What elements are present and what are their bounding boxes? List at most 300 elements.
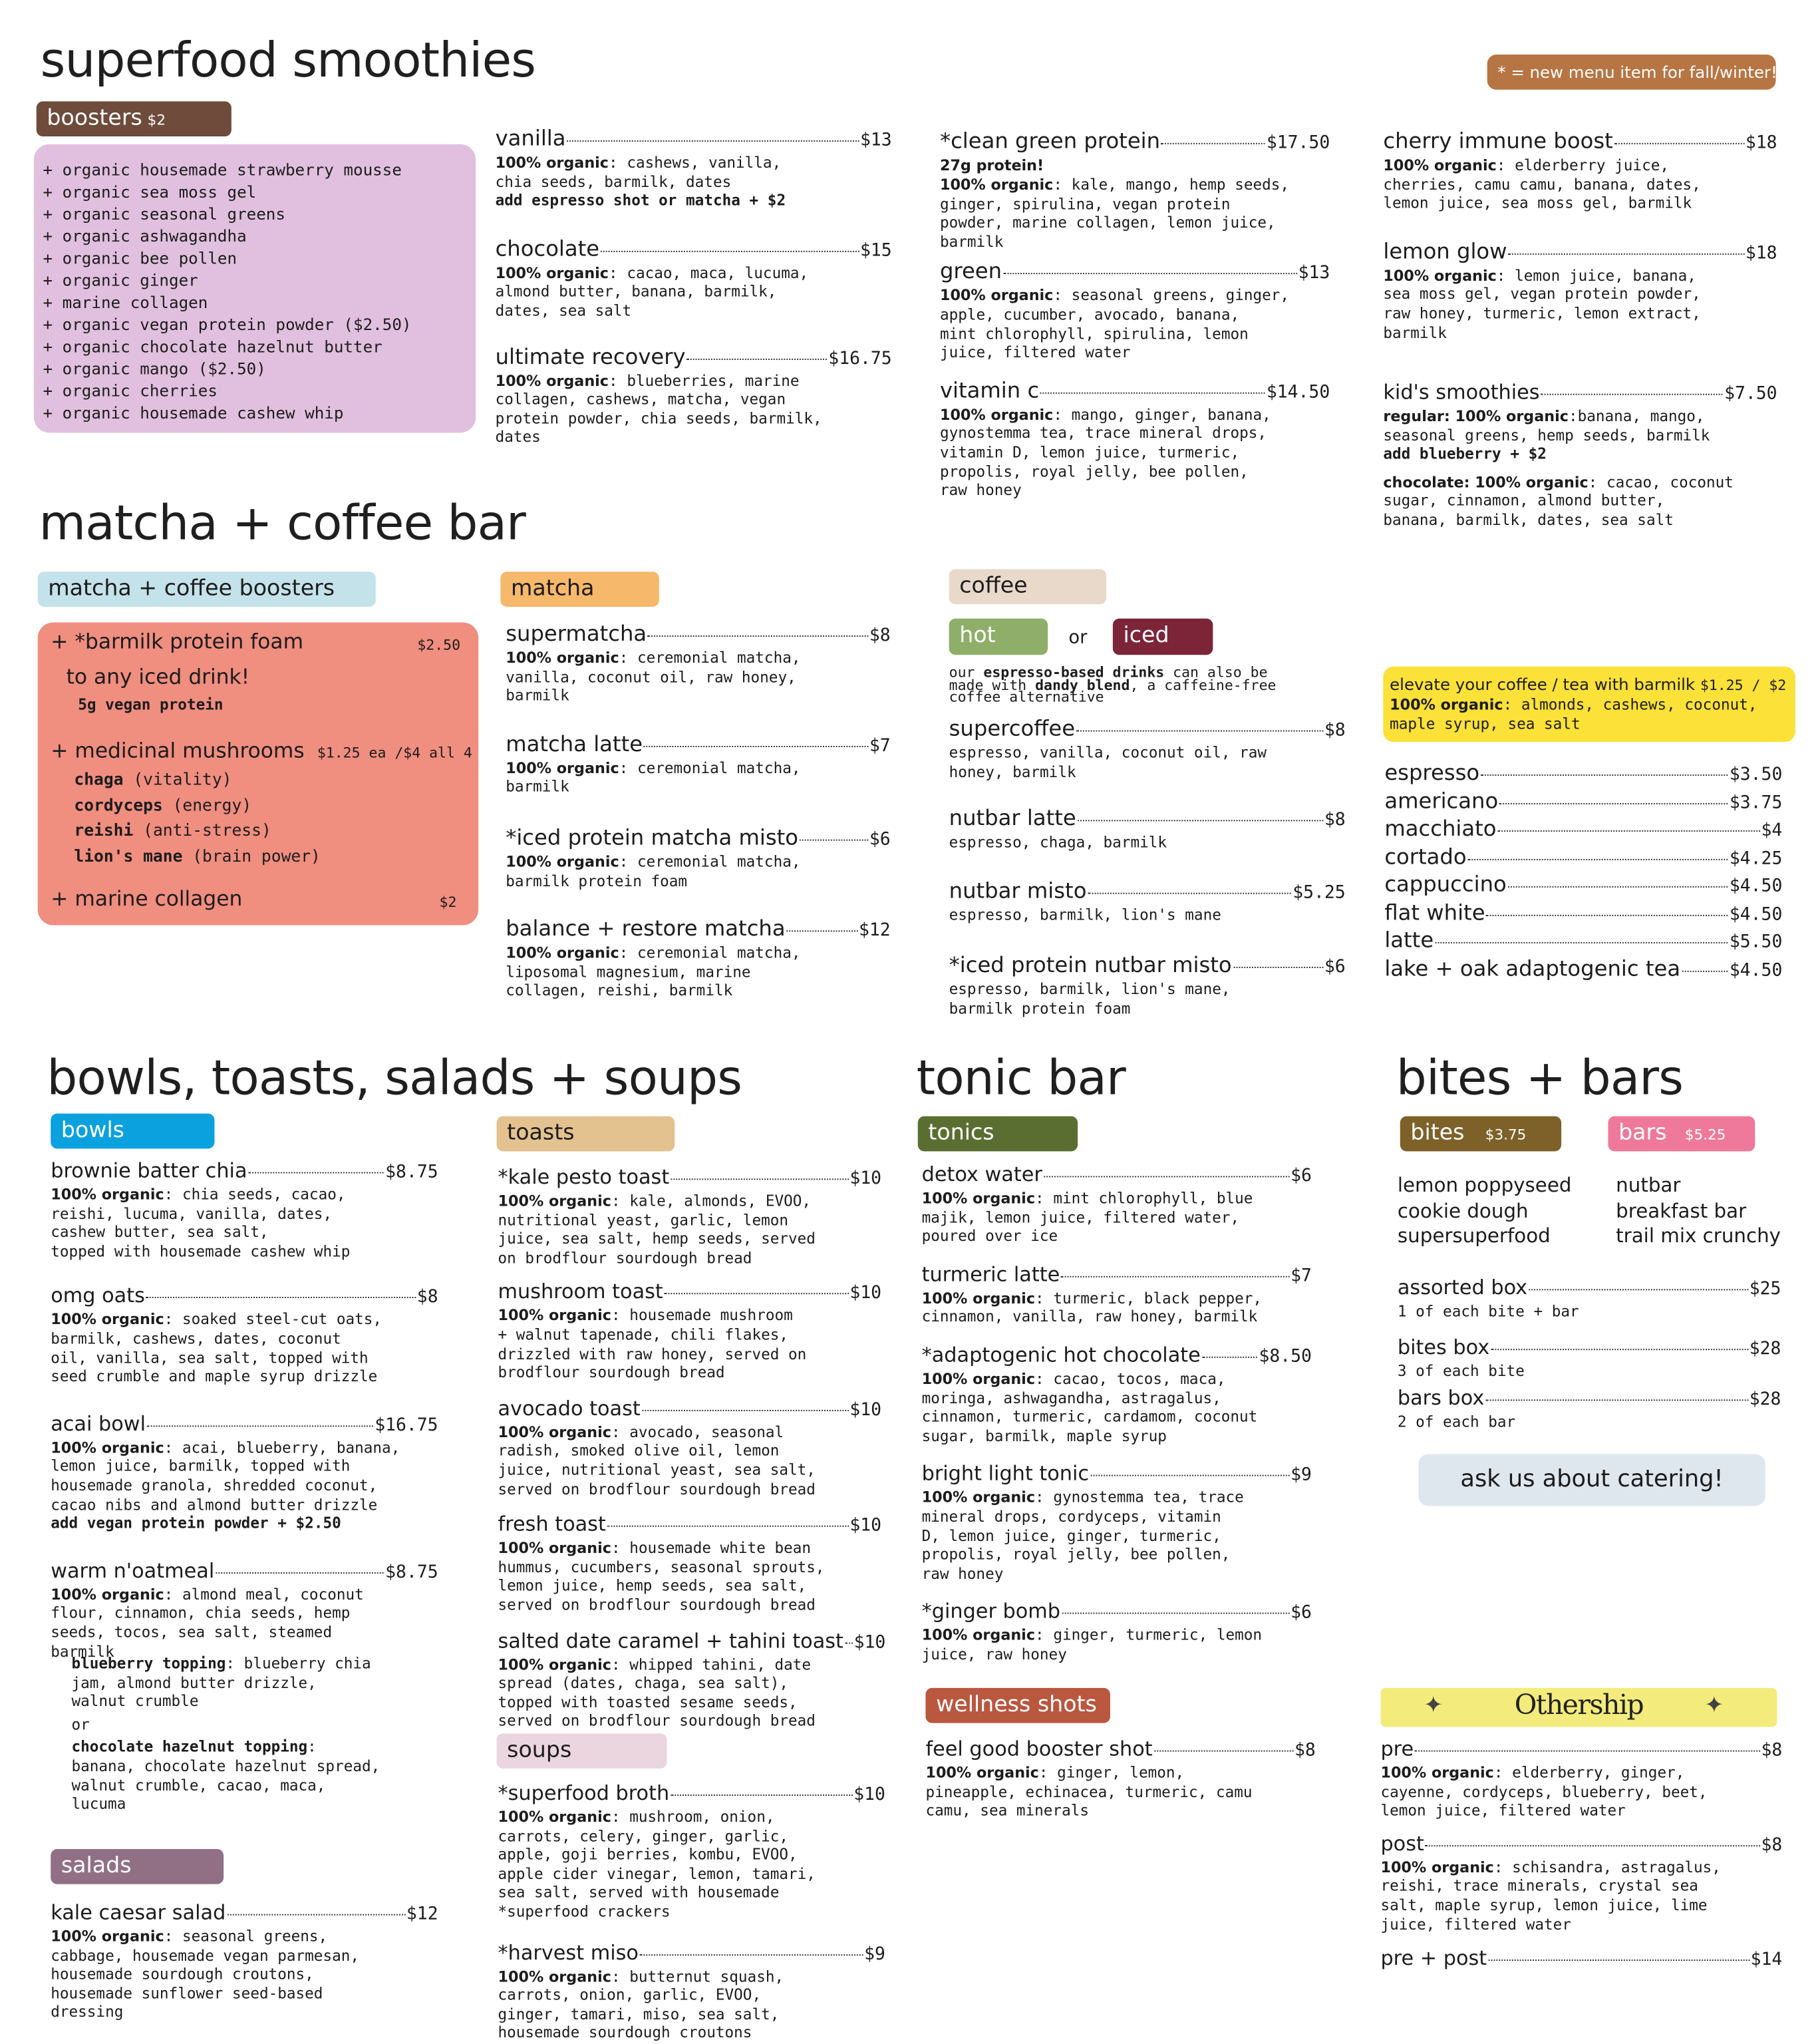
menu-item-flat-white — [1384, 900, 1782, 928]
menu-item-post — [1380, 1830, 1782, 1934]
item-ingredients: : mint chlorophyll, blue majik, lemon juice, filtered water, poured over ice — [921, 1188, 1253, 1246]
leader-dots — [1682, 970, 1728, 971]
leader-dots — [671, 1178, 848, 1180]
menu-item-brownie-batter-chia — [51, 1158, 438, 1261]
item-description — [1398, 1302, 1781, 1321]
booster-item: + organic vegan protein powder ($2.50) — [43, 314, 412, 334]
item-price: $8 — [1324, 719, 1346, 741]
menu-item-kale-pesto-toast — [498, 1164, 881, 1268]
menu-item-turmeric-latte — [922, 1262, 1312, 1327]
item-price: $4.50 — [1729, 876, 1783, 897]
bites-label — [1400, 1116, 1561, 1152]
item-description — [1383, 266, 1777, 342]
item-ingredients: : almond meal, coconut flour, cinnamon, chia seeds, hemp seeds, tocos, sea salt, steamed barmilk — [51, 1585, 364, 1660]
item-description — [940, 176, 1330, 252]
or-label: or — [1068, 627, 1088, 649]
item-description — [51, 1585, 438, 1661]
menu-item-macchiato — [1384, 816, 1782, 844]
item-price: $7 — [869, 735, 891, 757]
kids-regular-desc — [1383, 407, 1777, 444]
item-ingredients: : seasonal greens, ginger, apple, cucumber, avocado, banana, mint chlorophyll, spirulina, lemon juice, filtered water — [939, 286, 1290, 362]
item-name: nutbar latte — [949, 806, 1076, 831]
menu-item-lemon-glow — [1383, 239, 1777, 342]
leader-dots — [147, 1425, 373, 1427]
leader-dots — [1481, 774, 1728, 776]
item-price: $8 — [1324, 810, 1346, 831]
organic-label: 100% organic — [51, 1310, 164, 1329]
leader-dots — [1491, 1348, 1748, 1349]
mushroom-name: reishi — [74, 820, 134, 840]
topping-2-desc: : banana, chocolate hazelnut spread, walnut crumble, cacao, maca, lucuma — [71, 1737, 380, 1813]
item-name: vanilla — [495, 126, 566, 151]
item-price: $6 — [1290, 1165, 1312, 1187]
item-description — [1380, 1763, 1782, 1820]
elevate-title-line — [1390, 675, 1795, 695]
topping-1-label: blueberry topping — [71, 1654, 226, 1673]
topping-2-label: chocolate hazelnut topping — [71, 1737, 308, 1757]
item-name: cortado — [1384, 844, 1467, 869]
leader-dots — [1088, 892, 1291, 894]
item-description — [498, 1967, 885, 2043]
mc-boosters-label: matcha + coffee boosters — [38, 572, 376, 607]
menu-item-balance-restore-matcha — [506, 916, 890, 1001]
menu-item-bites-box — [1398, 1334, 1781, 1381]
elevate-org: 100% organic — [1390, 695, 1503, 714]
compass-icon: ✦ — [1423, 1691, 1443, 1719]
leader-dots — [1090, 1475, 1289, 1476]
leader-dots — [1499, 802, 1728, 804]
menu-item-detox-water — [922, 1162, 1312, 1246]
item-ingredients: : ceremonial matcha, barmilk protein foam — [506, 852, 801, 890]
item-price: $8 — [1761, 1740, 1783, 1761]
topping-1-desc: : blueberry chia jam, almond butter drizzle, walnut crumble — [71, 1654, 371, 1711]
item-name: matcha latte — [506, 731, 643, 757]
item-ingredients: : blueberries, marine collagen, cashews, matcha, vegan protein powder, chia seeds, barmilk, dates — [495, 371, 822, 446]
item-price: $13 — [859, 130, 892, 151]
booster-item: + organic ashwagandha — [43, 226, 247, 246]
item-price: $3.50 — [1729, 764, 1783, 785]
item-ingredients: : kale, mango, hemp seeds, ginger, spirulina, vegan protein powder, marine collagen, lemon juice, barmilk — [939, 175, 1290, 251]
item-price: $6 — [869, 828, 891, 850]
item-ingredients: espresso, barmilk, lion's mane — [949, 905, 1221, 924]
item-price: $12 — [406, 1904, 438, 1925]
item-ingredients: : seasonal greens, cabbage, housemade vegan parmesan, housemade sourdough croutons, housemade sunflower seed-based dressing — [51, 1927, 360, 2021]
organic-label: 100% organic — [1383, 265, 1497, 285]
item-name: bars box — [1397, 1387, 1485, 1411]
item-description — [498, 1423, 881, 1498]
item-price: $14 — [1750, 1949, 1783, 1970]
leader-dots — [640, 1954, 863, 1955]
organic-label: 100% organic — [498, 1966, 611, 1985]
boosters-label-text: boosters — [47, 105, 142, 132]
menu-item-iced-protein-matcha-misto — [506, 825, 890, 890]
item-ingredients: : ginger, lemon, pineapple, echinacea, turmeric, camu camu, sea minerals — [925, 1763, 1253, 1820]
organic-label: 100% organic — [498, 1306, 611, 1325]
item-ingredients: : butternut squash, carrots, onion, garlic, EVOO, ginger, tamari, miso, sea salt, housemade sourdough croutons — [498, 1966, 784, 2042]
item-description — [51, 1185, 438, 1261]
menu-item-superfood-broth — [498, 1781, 885, 1922]
item-description — [506, 649, 890, 706]
item-name: flat white — [1384, 900, 1485, 925]
leader-dots — [642, 1409, 849, 1411]
booster-item: + marine collagen — [43, 292, 208, 312]
toasts-column — [498, 1164, 886, 1731]
matcha-column — [506, 621, 890, 1001]
item-price: $18 — [1745, 242, 1777, 264]
menu-item-pre — [1380, 1736, 1782, 1820]
mushrooms-line: + medicinal mushrooms — [51, 738, 305, 763]
item-description — [949, 980, 1346, 1018]
item-price: $12 — [859, 920, 891, 941]
item-description — [949, 743, 1346, 781]
shots-column — [925, 1736, 1315, 1820]
boosters-box — [34, 144, 476, 433]
leader-dots — [648, 635, 868, 637]
item-ingredients: : ginger, turmeric, lemon juice, raw honey — [921, 1625, 1263, 1663]
elevate-price: $1.25 / $2 — [1700, 677, 1787, 694]
item-name: balance + restore matcha — [506, 916, 786, 941]
item-ingredients: : lemon juice, banana, sea moss gel, vegan protein powder, raw honey, turmeric, lemon extract, barmilk — [1383, 265, 1701, 341]
leader-dots — [1541, 394, 1724, 395]
leader-dots — [1062, 1613, 1289, 1614]
booster-item: + organic chocolate hazelnut butter — [43, 336, 382, 357]
protein-foam-line-3: 5g vegan protein — [78, 695, 224, 714]
item-name: latte — [1384, 928, 1434, 953]
item-description — [922, 1369, 1312, 1445]
item-name: cappuccino — [1384, 872, 1507, 897]
bars-label — [1608, 1116, 1755, 1152]
leader-dots — [1487, 914, 1728, 916]
item-price: $15 — [859, 240, 892, 261]
othership-brand: Othership — [1514, 1689, 1644, 1721]
leader-dots — [671, 1794, 852, 1796]
menu-item-americano — [1384, 788, 1782, 816]
item-ingredients: : chia seeds, cacao, reishi, lucuma, vanilla, dates, cashew butter, sea salt, topped with housemade cashew whip — [51, 1185, 351, 1260]
item-name: *iced protein nutbar misto — [949, 953, 1232, 978]
boosters-price: $2 — [147, 111, 166, 129]
item-extra: add vegan protein powder + $2.50 — [51, 1514, 341, 1532]
item-ingredients: : cashews, vanilla, chia seeds, barmilk, dates — [495, 153, 782, 191]
leader-dots — [1003, 273, 1297, 275]
mushroom-name: chaga — [74, 769, 124, 789]
bowls-column — [51, 1158, 438, 1661]
mushroom-note: (brain power) — [182, 845, 321, 865]
item-name: espresso — [1384, 760, 1480, 785]
tonic-title: tonic bar — [916, 1049, 1126, 1106]
item-price: $14.50 — [1266, 381, 1330, 403]
item-price: $4.25 — [1729, 848, 1783, 869]
item-ingredients: : whipped tahini, date spread (dates, chaga, sea salt), topped with toasted sesame seeds, served on brodflour sourdough bread — [498, 1655, 816, 1730]
item-price: $7 — [1290, 1265, 1312, 1286]
menu-item-ultimate-recovery — [496, 344, 892, 447]
smoothies-column-1 — [496, 126, 892, 446]
protein-foam-line: + *barmilk protein foam — [51, 629, 304, 654]
item-description — [506, 759, 890, 796]
item-name: kale caesar salad — [51, 1901, 226, 1925]
item-name: *ginger bomb — [921, 1600, 1061, 1623]
bar-item: nutbar — [1616, 1173, 1681, 1197]
bites-list — [1398, 1174, 1572, 1250]
item-name: pre — [1380, 1737, 1414, 1761]
item-description — [506, 943, 890, 1001]
mushroom-name: cordyceps — [74, 794, 163, 814]
organic-label: 100% organic — [925, 1763, 1039, 1782]
item-name: *adaptogenic hot chocolate — [921, 1343, 1201, 1367]
elevate-box — [1383, 667, 1795, 742]
mushrooms-price: $1.25 ea /$4 all 4 — [317, 745, 472, 762]
booster-item: + organic cherries — [43, 381, 218, 401]
item-price: $17.50 — [1266, 132, 1330, 154]
item-ingredients: : avocado, seasonal radish, smoked olive oil, lemon juice, nutritional yeast, sea salt, served on brodflour sourdough bread — [498, 1422, 816, 1498]
kids-regular-ingredients: :banana, mango, seasonal greens, hemp seeds, barmilk — [1383, 407, 1710, 444]
item-description — [51, 1927, 438, 2022]
smoothies-column-2 — [940, 128, 1330, 500]
organic-label: 100% organic — [1380, 1858, 1494, 1876]
kids-chocolate-label: chocolate: 100% organic — [1383, 472, 1589, 491]
menu-item-vitamin-c — [940, 378, 1330, 500]
item-name: warm n'oatmeal — [51, 1558, 215, 1583]
organic-label: 100% organic — [495, 153, 609, 172]
leader-dots — [1415, 1751, 1759, 1752]
item-ingredients: : ceremonial matcha, vanilla, coconut oil, raw honey, barmilk — [506, 648, 801, 705]
leader-dots — [227, 1914, 405, 1916]
organic-label: 100% organic — [921, 1488, 1036, 1507]
booster-item: + organic housemade strawberry mousse — [43, 160, 402, 180]
compass-icon: ✦ — [1704, 1691, 1724, 1719]
item-description — [1398, 1361, 1781, 1381]
note-part-3: , a caffeine-free coffee alternative — [949, 676, 1277, 706]
catering-button[interactable]: ask us about catering! — [1418, 1454, 1765, 1506]
item-description — [1398, 1413, 1781, 1432]
organic-label: 100% organic — [506, 759, 619, 777]
soups-column — [498, 1781, 885, 2043]
menu-item-latte — [1384, 928, 1782, 955]
organic-label: 100% organic — [498, 1422, 611, 1441]
leader-dots — [644, 746, 868, 747]
salads-label: salads — [51, 1849, 224, 1884]
menu-item-chocolate — [496, 236, 892, 321]
item-price: $8.50 — [1259, 1346, 1312, 1367]
leader-dots — [845, 1642, 853, 1643]
item-price: $25 — [1749, 1278, 1781, 1299]
item-description — [949, 906, 1346, 925]
leader-dots — [787, 931, 857, 932]
item-price: $9 — [1290, 1464, 1312, 1486]
item-price: $5.25 — [1292, 882, 1346, 903]
kids-regular-label: regular: 100% organic — [1383, 407, 1569, 425]
organic-label: 100% organic — [498, 1191, 611, 1210]
item-description — [922, 1488, 1312, 1584]
item-ingredients: : ceremonial matcha, barmilk — [506, 759, 801, 796]
boosters-list — [43, 158, 476, 423]
item-ingredients: 3 of each bite — [1397, 1361, 1525, 1380]
bites-title: bites + bars — [1396, 1049, 1684, 1106]
topping-1 — [71, 1654, 442, 1711]
menu-item-ginger-bomb — [922, 1599, 1312, 1664]
item-name: bites box — [1397, 1335, 1490, 1359]
item-price: $8 — [416, 1287, 438, 1308]
item-ingredients: : housemade mushroom + walnut tapenade, chili flakes, drizzled with raw honey, served on brodflour sourdough bread — [498, 1306, 807, 1382]
iced-label: iced — [1113, 619, 1213, 655]
item-name: avocado toast — [498, 1396, 641, 1421]
item-ingredients: : ceremonial matcha, liposomal magnesium, marine collagen, reishi, barmilk — [506, 943, 801, 1000]
item-description — [498, 1808, 885, 1922]
item-name: lake + oak adaptogenic tea — [1384, 955, 1681, 981]
item-name: supercoffee — [949, 716, 1076, 741]
tonics-column — [922, 1162, 1312, 1664]
item-ingredients: : mushroom, onion, carrots, celery, ginger, garlic, apple, goji berries, kombu, EVOO, apple cider vinegar, lemon, tamari, sea salt, served with housemade *superfood crackers — [498, 1807, 816, 1921]
item-description — [496, 263, 892, 321]
item-price: $28 — [1749, 1389, 1781, 1411]
mc-boosters-box — [38, 622, 479, 925]
item-price: $10 — [853, 1784, 885, 1805]
organic-label: 100% organic — [506, 943, 619, 962]
organic-label: 100% organic — [51, 1438, 164, 1456]
item-description — [922, 1289, 1312, 1327]
item-ingredients: espresso, chaga, barmilk — [949, 833, 1167, 852]
note-part-1: our — [949, 663, 984, 681]
item-description — [498, 1539, 881, 1615]
menu-item-assorted-box — [1398, 1275, 1781, 1321]
menu-item-fresh-toast — [498, 1512, 881, 1615]
item-price: $6 — [1290, 1602, 1312, 1623]
item-name: americano — [1384, 788, 1499, 813]
item-name: omg oats — [51, 1284, 145, 1308]
organic-label: 100% organic — [921, 1625, 1036, 1645]
menu-item-cappuccino — [1384, 872, 1782, 900]
leader-dots — [1161, 143, 1265, 144]
espresso-list — [1384, 760, 1782, 983]
boxes-column — [1398, 1275, 1781, 1432]
bites-price: $3.75 — [1485, 1126, 1527, 1144]
bite-item: supersuperfood — [1397, 1224, 1551, 1248]
organic-label: 100% organic — [939, 286, 1054, 305]
item-price: $16.75 — [375, 1415, 438, 1436]
organic-label: 100% organic — [1380, 1763, 1494, 1782]
item-description — [1380, 1858, 1782, 1934]
leader-dots — [665, 1293, 849, 1295]
leader-dots — [687, 358, 828, 359]
organic-label: 100% organic — [506, 852, 619, 871]
item-price: $8.75 — [385, 1161, 438, 1183]
menu-item-avocado-toast — [498, 1395, 881, 1498]
menu-item-nutbar-latte — [949, 806, 1346, 852]
organic-label: 100% organic — [921, 1188, 1036, 1208]
item-name: *clean green protein — [939, 128, 1161, 154]
note-part-2: can also be made with — [949, 663, 1268, 693]
item-name: bright light tonic — [921, 1462, 1090, 1486]
item-ingredients: : cacao, tocos, maca, moringa, ashwagandha, astragalus, cinnamon, turmeric, cardamom, coconut sugar, barmilk, maple syrup — [921, 1369, 1258, 1445]
item-name: salted date caramel + tahini toast — [498, 1629, 843, 1653]
item-name: *superfood broth — [498, 1781, 670, 1805]
menu-item-kale-caesar-salad — [51, 1900, 438, 2022]
note-bold-2: dandy blend — [1035, 676, 1130, 693]
item-name: ultimate recovery — [495, 343, 686, 369]
item-ingredients: 2 of each bar — [1397, 1413, 1516, 1431]
booster-item: + organic housemade cashew whip — [43, 403, 344, 423]
booster-item: + organic sea moss gel — [43, 182, 257, 202]
organic-label: 100% organic — [498, 1807, 611, 1826]
elevate-ingredients: : almonds, cashews, coconut, maple syrup, sea salt — [1390, 695, 1757, 733]
item-price: $10 — [853, 1631, 886, 1653]
menu-item-warm-n-oatmeal — [51, 1558, 438, 1661]
item-ingredients: 1 of each bite + bar — [1397, 1301, 1579, 1321]
item-ingredients: espresso, barmilk, lion's mane, barmilk protein foam — [949, 980, 1231, 1018]
item-description — [506, 852, 890, 890]
collagen-price: $2 — [439, 894, 457, 912]
leader-dots — [567, 140, 859, 142]
bar-item: breakfast bar — [1616, 1198, 1747, 1222]
menu-item-supermatcha — [506, 621, 890, 706]
leader-dots — [1202, 1357, 1258, 1358]
elevate-desc — [1390, 695, 1795, 733]
organic-label: 100% organic — [498, 1655, 611, 1673]
booster-item: + organic seasonal greens — [43, 204, 285, 224]
item-name: fresh toast — [498, 1512, 606, 1536]
menu-item-omg-oats — [51, 1283, 438, 1386]
item-price: $10 — [849, 1399, 882, 1421]
menu-item-nutbar-misto — [949, 878, 1346, 925]
item-name: cherry immune boost — [1383, 128, 1613, 154]
leader-dots — [607, 1526, 849, 1527]
kids-chocolate-desc — [1383, 472, 1777, 530]
mushroom-note: (energy) — [162, 794, 252, 814]
item-name: feel good booster shot — [925, 1737, 1153, 1761]
mushroom-item — [74, 766, 320, 792]
item-subtitle: 27g protein! — [939, 156, 1044, 174]
leader-dots — [800, 840, 868, 841]
item-price: $3.75 — [1729, 792, 1783, 813]
organic-label: 100% organic — [51, 1185, 164, 1204]
item-price: $4 — [1761, 820, 1783, 841]
elevate-title: elevate your coffee / tea with barmilk — [1390, 674, 1696, 694]
item-price: $8.75 — [385, 1561, 438, 1583]
bite-item: lemon poppyseed — [1397, 1173, 1572, 1197]
item-name: chocolate — [495, 236, 600, 261]
item-name: mushroom toast — [498, 1280, 663, 1304]
organic-label: 100% organic — [921, 1369, 1036, 1388]
bowls-title: bowls, toasts, salads + soups — [47, 1049, 742, 1106]
leader-dots — [1468, 858, 1728, 860]
bowls-label: bowls — [51, 1114, 214, 1149]
menu-item-kids-smoothies — [1383, 379, 1777, 530]
leader-dots — [1614, 143, 1744, 144]
menu-item-cortado — [1384, 844, 1782, 872]
menu-item-matcha-latte — [506, 731, 890, 796]
othership-column — [1380, 1736, 1782, 1973]
item-price: $6 — [1324, 957, 1346, 978]
item-price: $4.50 — [1729, 959, 1783, 981]
organic-label: 100% organic — [498, 1538, 611, 1557]
leader-dots — [1488, 1959, 1749, 1961]
mushroom-item — [74, 842, 320, 868]
booster-item: + organic bee pollen — [43, 248, 237, 268]
leader-dots — [601, 250, 859, 252]
item-name: supermatcha — [506, 621, 647, 646]
organic-label: 100% organic — [495, 263, 609, 282]
item-ingredients: : cacao, maca, lucuma, almond butter, banana, barmilk, dates, sea salt — [495, 263, 809, 320]
leader-dots — [1061, 1276, 1289, 1277]
item-price: $16.75 — [828, 347, 892, 369]
booster-item: + organic ginger — [43, 270, 198, 290]
item-price: $10 — [849, 1515, 882, 1536]
bars-price: $5.25 — [1684, 1126, 1726, 1144]
menu-item-clean-green-protein — [940, 128, 1330, 251]
menu-item-green — [940, 259, 1330, 362]
leader-dots — [1426, 1845, 1760, 1846]
item-name: *harvest miso — [498, 1940, 639, 1965]
protein-foam-price: $2.50 — [417, 636, 461, 654]
